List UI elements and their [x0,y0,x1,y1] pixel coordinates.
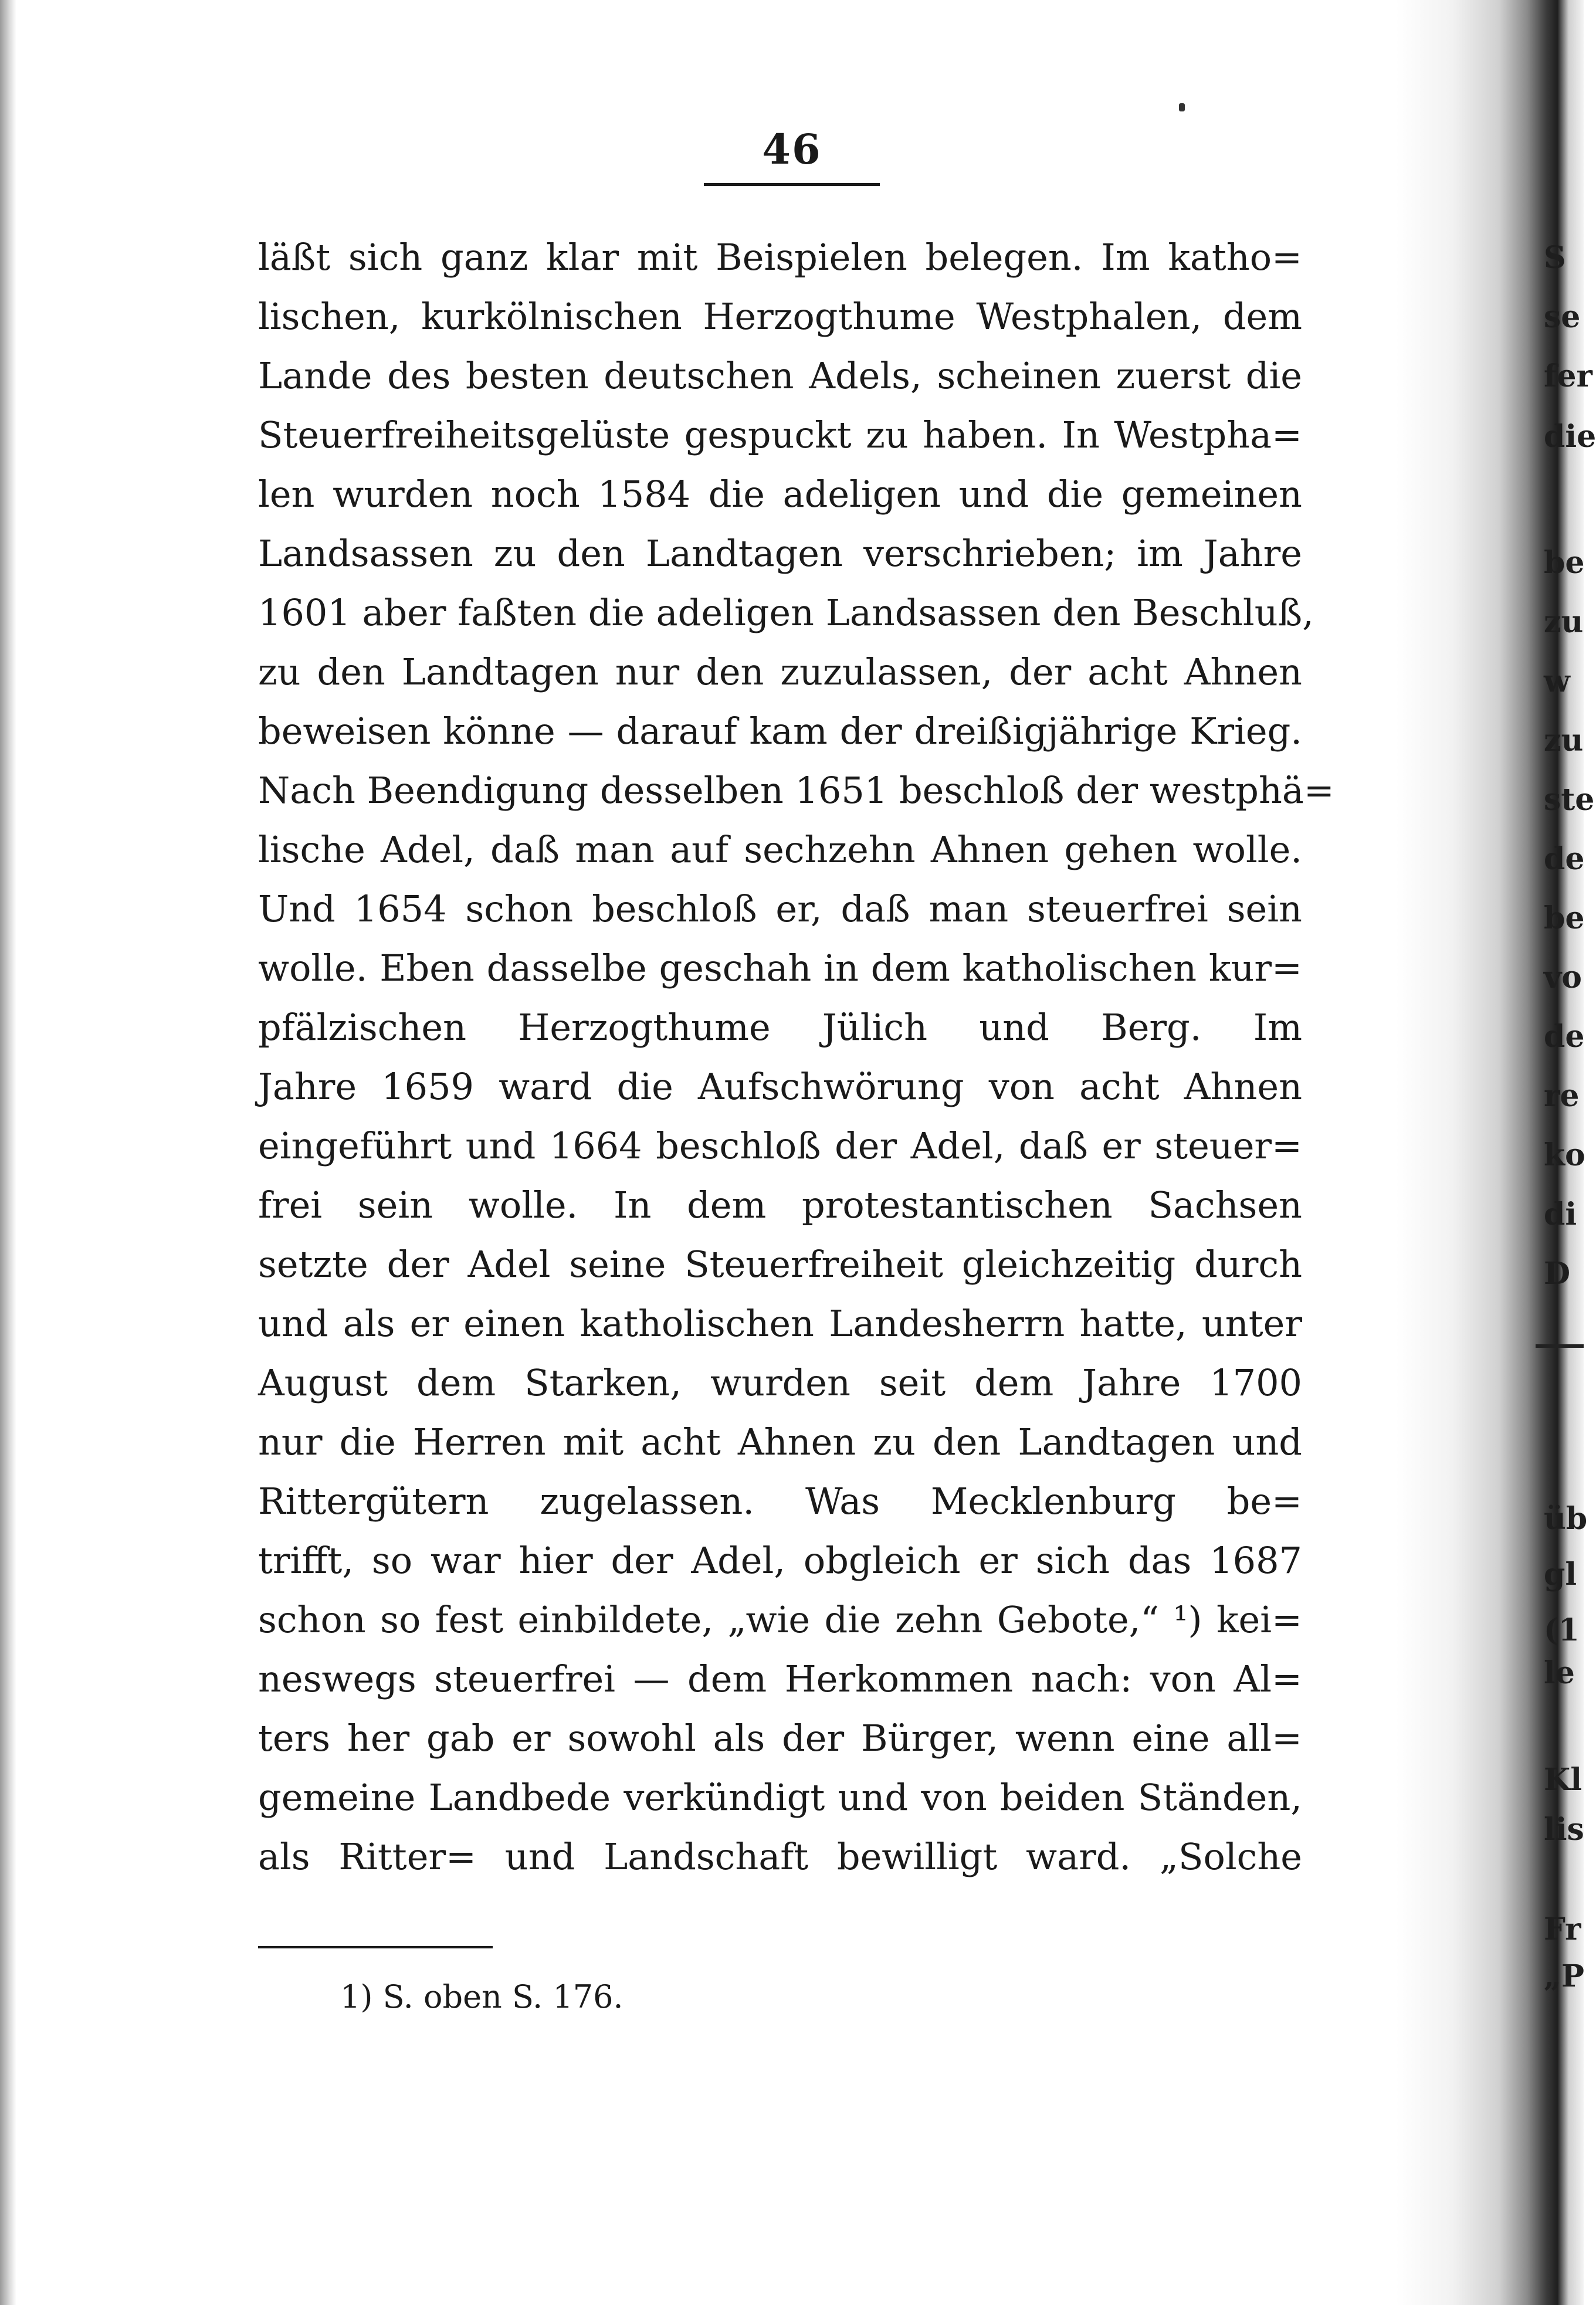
text-line: len wurden noch 1584 die adeligen und die gemeinen [258,473,1302,516]
facing-page-fragment: re [1544,1078,1580,1114]
facing-page-fragment: die [1544,419,1596,455]
text-line: trifft, so war hier der Adel, obgleich er sich das 1687 [258,1539,1302,1582]
text-line: Nach Beendigung desselben 1651 beschloß der westphä= [258,769,1334,812]
text-line: eingeführt und 1664 beschloß der Adel, daß er steuer= [258,1124,1302,1167]
footnote: 1) S. oben S. 176. [340,1978,624,2015]
facing-page-fragment: de [1544,841,1585,877]
text-line: neswegs steuerfrei — dem Herkommen nach: von Al= [258,1657,1302,1700]
facing-page-rule [1536,1344,1584,1348]
facing-page-fragment: D [1544,1256,1571,1292]
text-line: als Ritter= und Landschaft bewilligt ward. „Solche [258,1835,1302,1878]
facing-page-fragment: be [1544,545,1585,581]
print-speck [1179,103,1185,111]
facing-page-fragment: di [1544,1196,1577,1232]
text-line: gemeine Landbede verkündigt und von beiden Ständen, [258,1776,1302,1819]
text-line: zu den Landtagen nur den zuzulassen, der acht Ahnen [258,650,1302,693]
text-line: Jahre 1659 ward die Aufschwörung von acht Ahnen [258,1065,1302,1108]
facing-page-fragment: Fr [1544,1911,1581,1947]
text-line: 1601 aber faßten die adeligen Landsassen den Beschluß, [258,591,1314,634]
scan-left-edge [0,0,16,2305]
facing-page-fragment: (1 [1544,1612,1580,1648]
text-line: beweisen könne — darauf kam der dreißigjährige Krieg. [258,710,1302,752]
text-line: lische Adel, daß man auf sechzehn Ahnen gehen wolle. [258,828,1302,871]
text-line: pfälzischen Herzogthume Jülich und Berg. Im [258,1006,1302,1049]
text-line: Landsassen zu den Landtagen verschrieben; im Jahre [258,532,1302,575]
text-line: ters her gab er sowohl als der Bürger, wenn eine all= [258,1717,1302,1760]
text-line: läßt sich ganz klar mit Beispielen belegen. Im katho= [258,236,1302,279]
facing-page-fragment: se [1544,299,1581,335]
facing-page-fragment: be [1544,900,1585,936]
facing-page-fragment: gl [1544,1557,1577,1592]
text-line: setzte der Adel seine Steuerfreiheit gleichzeitig durch [258,1243,1302,1286]
facing-page-fragment: S [1544,240,1566,276]
facing-page-fragment: vo [1544,960,1582,995]
facing-page-fragment: w [1544,663,1570,699]
facing-page-fragment: ste [1544,782,1595,818]
footnote-rule [258,1946,493,1948]
text-line: Lande des besten deutschen Adels, scheinen zuerst die [258,354,1302,397]
text-line: Rittergütern zugelassen. Was Mecklenburg be= [258,1480,1302,1523]
facing-page-fragment: lis [1544,1812,1584,1848]
facing-page-fragment: zu [1544,604,1584,640]
text-line: schon so fest einbildete, „wie die zehn Gebote,“ ¹) kei= [258,1598,1302,1641]
facing-page-fragment: de [1544,1019,1585,1055]
text-line: wolle. Eben dasselbe geschah in dem katholischen kur= [258,947,1302,989]
text-line: nur die Herren mit acht Ahnen zu den Landtagen und [258,1421,1302,1463]
facing-page-fragment: fer [1544,358,1592,394]
facing-page-fragment: le [1544,1655,1575,1691]
text-line: Steuerfreiheitsgelüste gespuckt zu haben. In Westpha= [258,413,1302,456]
facing-page-fragment: zu [1544,723,1584,758]
page-number: 46 [762,125,822,174]
text-line: und als er einen katholischen Landesherrn hatte, unter [258,1302,1302,1345]
facing-page-fragment: „P [1544,1958,1585,1994]
text-line: frei sein wolle. In dem protestantischen Sachsen [258,1184,1302,1226]
facing-page-fragment: ko [1544,1137,1585,1173]
facing-page-fragment: üb [1544,1501,1588,1537]
text-line: lischen, kurkölnischen Herzogthume Westphalen, dem [258,295,1302,338]
facing-page-fragment: Kl [1544,1762,1582,1798]
text-line: Und 1654 schon beschloß er, daß man steuerfrei sein [258,887,1302,930]
text-line: August dem Starken, wurden seit dem Jahre 1700 [258,1361,1302,1404]
header-rule [704,183,880,186]
body-text [258,228,1334,1928]
